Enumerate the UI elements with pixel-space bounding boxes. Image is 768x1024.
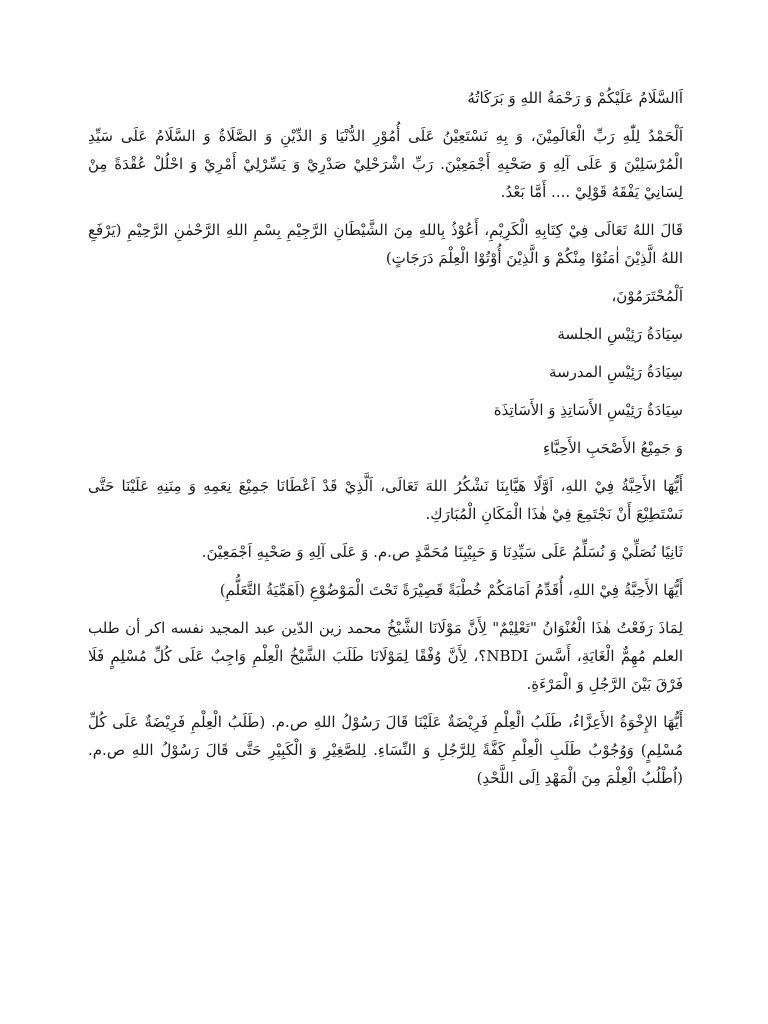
salawat-paragraph: ثَانِيًا نُصَلِّيْ وَ نُسَلِّمُ عَلَى سَيِّدِنَا وَ حَبِيْبِنَا مُحَمَّدٍ ص.م. وَ عَلَى آلِهِ وَ صَحْبِهِ اَجْمَعِيْنَ.	[201, 543, 683, 561]
seeking-knowledge-paragraph: أَيُّهَا الإِخْوَةُ الأَعِزَّاءُ، طَلَبُ الْعِلْمِ فَرِيْضَةٌ عَلَيْنَا قَالَ رَسُوْلُ اللهِ ص.م. (طَلَبُ الْعِلْمِ فَرِيْضَةٌ عَلَى كُلِّ مُسْلِمٍ) وَوُجُوْبُ طَلَبِ الْعِلْمِ كَفَّةً لِلرَّجُلِ وَ النِّسَاءِ. لِلصَّغِيْرِ وَ الْكَبِيْرِ حَتَّى قَالَ رَسُوْلُ اللهِ ص.م. (اُطْلُبُ الْعِلْمَ مِنَ الْمَهْدِ اِلَى اللَّحْدِ)	[88, 713, 683, 787]
topic-introduction-paragraph: أَيُّهَا الأَحِبَّةُ فِيْ اللهِ، أُقَدِّمُ اَمَامَكُمْ خُطْبَةً قَصِيْرَةً تَحْتَ الْمَوْضُوْعِ (اَهَمِّيَةُ التَّعَلُّمِ)	[219, 581, 683, 599]
address-friends-line: وَ جَمِيْعُ الأَصْحَبِ الأَحِبَّاءِ	[542, 439, 683, 457]
opening-praise-paragraph: اَلْحَمْدُ لِلّٰهِ رَبِّ الْعَالَمِيْنَ، وَ بِهِ نَسْتَعِيْنُ عَلَى أُمُوْرِ الدُّنْيَا وَ الدِّيْنِ وَ الصَّلَاةُ وَ السَّلَامُ عَلَى سَيِّدِ الْمُرْسَلِيْنَ وَ عَلَى آلِهِ وَ صَحْبِهِ أَجْمَعِيْنَ. رَبِّ اشْرَحْلِيْ صَدْرِيْ وَ يَسِّرْلِيْ أَمْرِيْ وَ احْلُلْ عُقْدَةً مِنْ لِسَانِيْ يَفْقَهُ قَوْلِيْ .... أَمَّا بَعْدُ.	[88, 127, 683, 201]
address-chair-line: سِيَادَةُ رَئِيْسِ الجلسة	[557, 325, 683, 343]
gratitude-paragraph: أَيُّهَا الأَحِبَّةُ فِيْ اللهِ، اَوَّلًا هَيَّابِنَا نَشْكُرُ اللهَ تَعَالَى، اَلَّذِيْ قَدْ اَعْطَانَا جَمِيْعَ نِعَمِهِ وَ مِنَنِهِ عَلَيْنَا حَتَّى نَسْتَطِيْعَ أَنْ نَجْتَمِعَ فِيْ هٰذَا الْمَكَانِ الْمُبَارَكِ.	[88, 477, 683, 523]
address-teachers-line: سِيَادَةُ رَئِيْسِ الأَسَاتِذِ وَ الأَسَاتِذَة	[493, 401, 683, 419]
address-school-head-line: سِيَادَةُ رَئِيْسِ المدرسة	[549, 363, 683, 381]
title-reason-paragraph: لِمَاذَ رَفَعْتُ هٰذَا الْعُنْوَانُ "تَعْلِيْمٌ" لِأَنَّ مَوْلَانَا الشَّيْخُ محمد زين الدّين عبد المجيد نفسه اكر أن طلب العلم مُهِمٌّ الْغَايَةِ، أَسَّسَ NBDI؟، لِأَنَّ وُفْقًا لِمَوْلَانَا طَلَبَ الشَّيْخُ الْعِلْمِ وَاجِبٌ عَلَى كُلِّ مُسْلِمٍ فَلَا فَرْقَ بَيْنَ الرَّجُلِ وَ الْمَرْءَةِ.	[88, 619, 684, 693]
document-page	[88, 84, 683, 792]
honorific-line: اَلْمُحْتَرَمُوْنَ،	[611, 287, 683, 305]
quran-verse-paragraph: قَالَ اللهُ تَعَالَى فِيْ كِتَابِهِ الْكَرِيْمِ، أَعُوْذُ بِاللهِ مِنَ الشَّيْطَانِ الرَّجِيْمِ بِسْمِ اللهِ الرَّحْمٰنِ الرَّحِيْمِ (يَرْفَعِ اللهُ الَّذِيْنَ اٰمَنُوْا مِنْكُمْ وَ الَّذِيْنَ أُوْتُوْا الْعِلْمَ دَرَجَاتٍ)	[88, 221, 683, 267]
greeting-paragraph: اَالسَّلَامُ عَلَيْكُمْ وَ رَحْمَةُ اللهِ وَ بَرَكَاتُهُ	[467, 89, 683, 107]
